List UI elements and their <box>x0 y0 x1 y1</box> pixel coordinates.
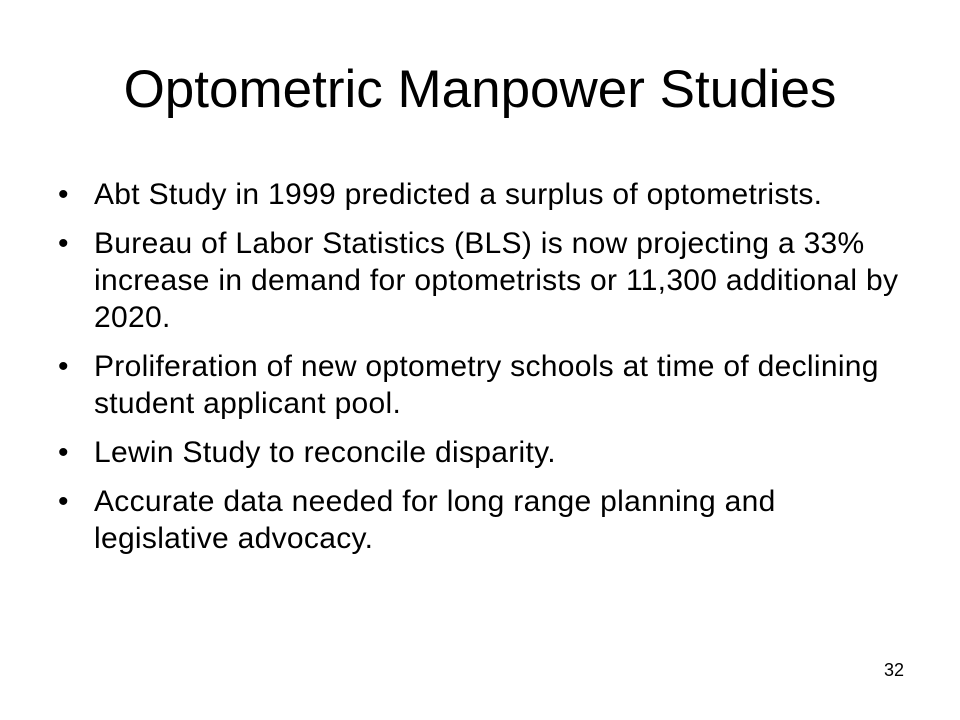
bullet-icon: • <box>58 436 69 469</box>
bullet-item <box>55 176 915 213</box>
bullet-icon: • <box>58 350 69 383</box>
bullet-item <box>55 225 915 336</box>
bullet-text: Accurate data needed for long range planning and legislative advocacy. <box>94 485 776 555</box>
bullet-text: Bureau of Labor Statistics (BLS) is now projecting a 33% increase in demand for optometrists or 11,300 additional by 2020. <box>94 227 899 334</box>
bullet-text: Abt Study in 1999 predicted a surplus of optometrists. <box>94 178 823 211</box>
bullet-icon: • <box>58 227 69 260</box>
bullet-item <box>55 483 915 557</box>
bullet-icon: • <box>58 178 69 211</box>
bullet-list <box>55 176 915 569</box>
bullet-text: Lewin Study to reconcile disparity. <box>94 436 556 469</box>
bullet-item <box>55 348 915 422</box>
bullet-text: Proliferation of new optometry schools at time of declining student applicant pool. <box>94 350 879 420</box>
slide-title: Optometric Manpower Studies <box>123 60 837 119</box>
bullet-icon: • <box>58 485 69 518</box>
bullet-item <box>55 434 915 471</box>
page-number: 32 <box>883 660 904 680</box>
